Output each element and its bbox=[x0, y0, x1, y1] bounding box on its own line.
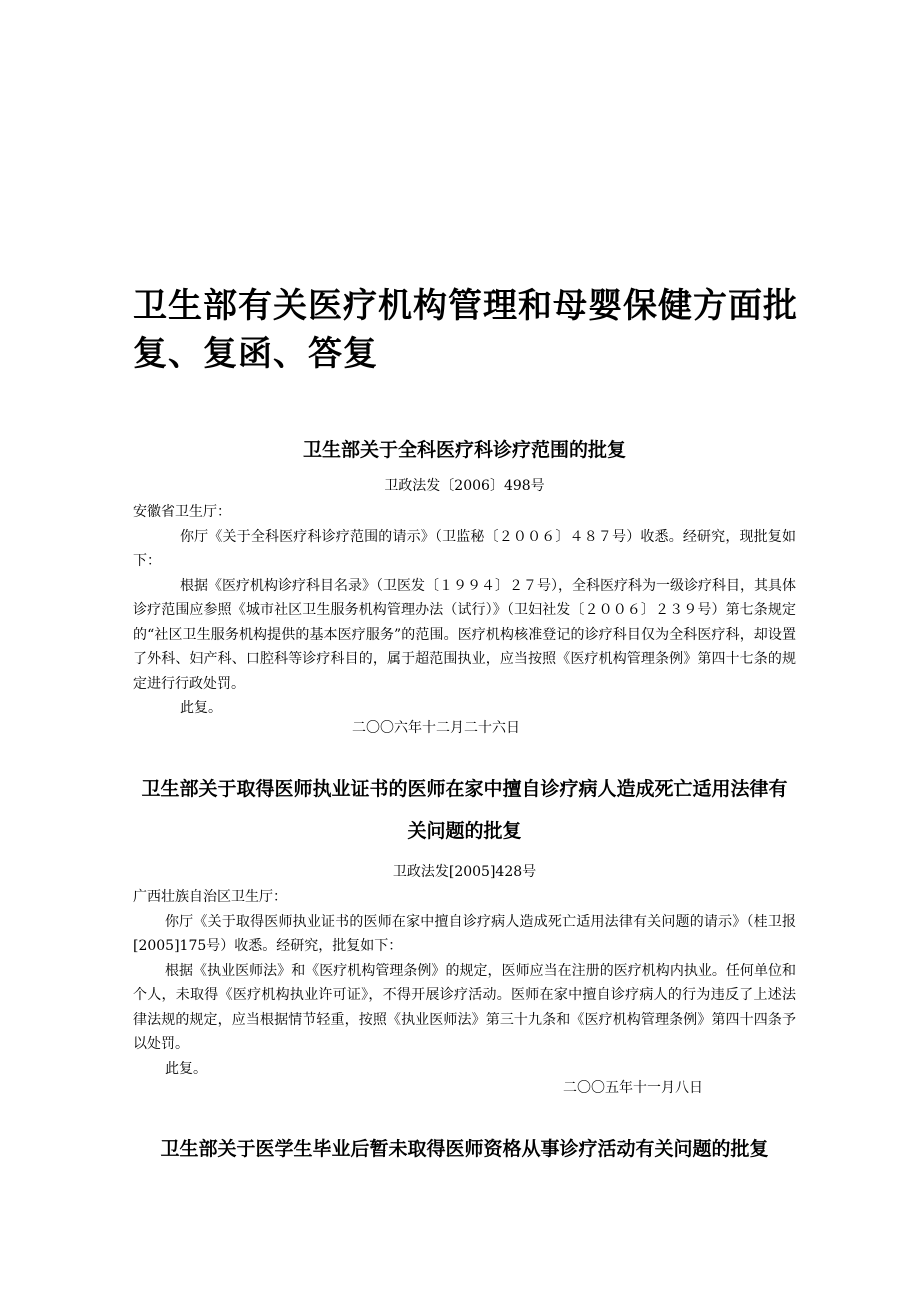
section-1-paragraph: 你厅《关于全科医疗科诊疗范围的请示》（卫监秘〔２００６〕４８７号）收悉。经研究，现批复如下： bbox=[133, 528, 796, 569]
section-2-body bbox=[133, 885, 796, 1081]
section-2-date: 二〇〇五年十一月八日 bbox=[563, 1080, 703, 1096]
section-3-title: 卫生部关于医学生毕业后暂未取得医师资格从事诊疗活动有关问题的批复 bbox=[160, 1138, 769, 1160]
section-2-title: 卫生部关于取得医师执业证书的医师在家中擅自诊疗病人造成死亡适用法律有关问题的批复 bbox=[141, 778, 788, 842]
section-2-addressee: 广西壮族自治区卫生厅： bbox=[133, 889, 287, 905]
section-1-body bbox=[133, 500, 796, 721]
section-1-addressee: 安徽省卫生厅： bbox=[133, 504, 231, 520]
section-1-title: 卫生部关于全科医疗科诊疗范围的批复 bbox=[302, 439, 626, 461]
section-1-paragraph: 根据《医疗机构诊疗科目名录》（卫医发〔１９９４〕２７号），全科医疗科为一级诊疗科目，其具体诊疗范围应参照《城市社区卫生服务机构管理办法（试行）》（卫妇社发〔２００６〕２３９号）第七条规定的“社区卫生服务机构提供的基本医疗服务”的范围。医疗机构核准登记的诊疗科目仅为全科医疗科，却设置了外科、妇产科、口腔科等诊疗科目的，属于超范围执业，应当按照《医疗机构管理条例》第四十七条的规定进行行政处罚。 bbox=[133, 577, 796, 692]
section-2-doc-number: 卫政法发[2005]428号 bbox=[392, 864, 537, 880]
section-2-closing: 此复。 bbox=[165, 1060, 207, 1077]
section-2-paragraph: 你厅《关于取得医师执业证书的医师在家中擅自诊疗病人造成死亡适用法律有关问题的请示》（桂卫报[2005]175号）收悉。经研究，批复如下： bbox=[133, 913, 796, 954]
section-1-doc-number: 卫政法发〔2006〕498号 bbox=[384, 478, 545, 494]
section-1-date: 二〇〇六年十二月二十六日 bbox=[352, 720, 520, 736]
document-title: 卫生部有关医疗机构管理和母婴保健方面批复、复函、答复 bbox=[133, 286, 798, 374]
section-1-closing: 此复。 bbox=[180, 700, 222, 716]
section-2-paragraph: 根据《执业医师法》和《医疗机构管理条例》的规定，医师应当在注册的医疗机构内执业。任何单位和个人，未取得《医疗机构执业许可证》，不得开展诊疗活动。医师在家中擅自诊疗病人的行为违反了上述法律法规的规定，应当根据情节轻重，按照《执业医师法》第三十九条和《医疗机构管理条例》第四十四条予以处罚。 bbox=[133, 962, 796, 1052]
